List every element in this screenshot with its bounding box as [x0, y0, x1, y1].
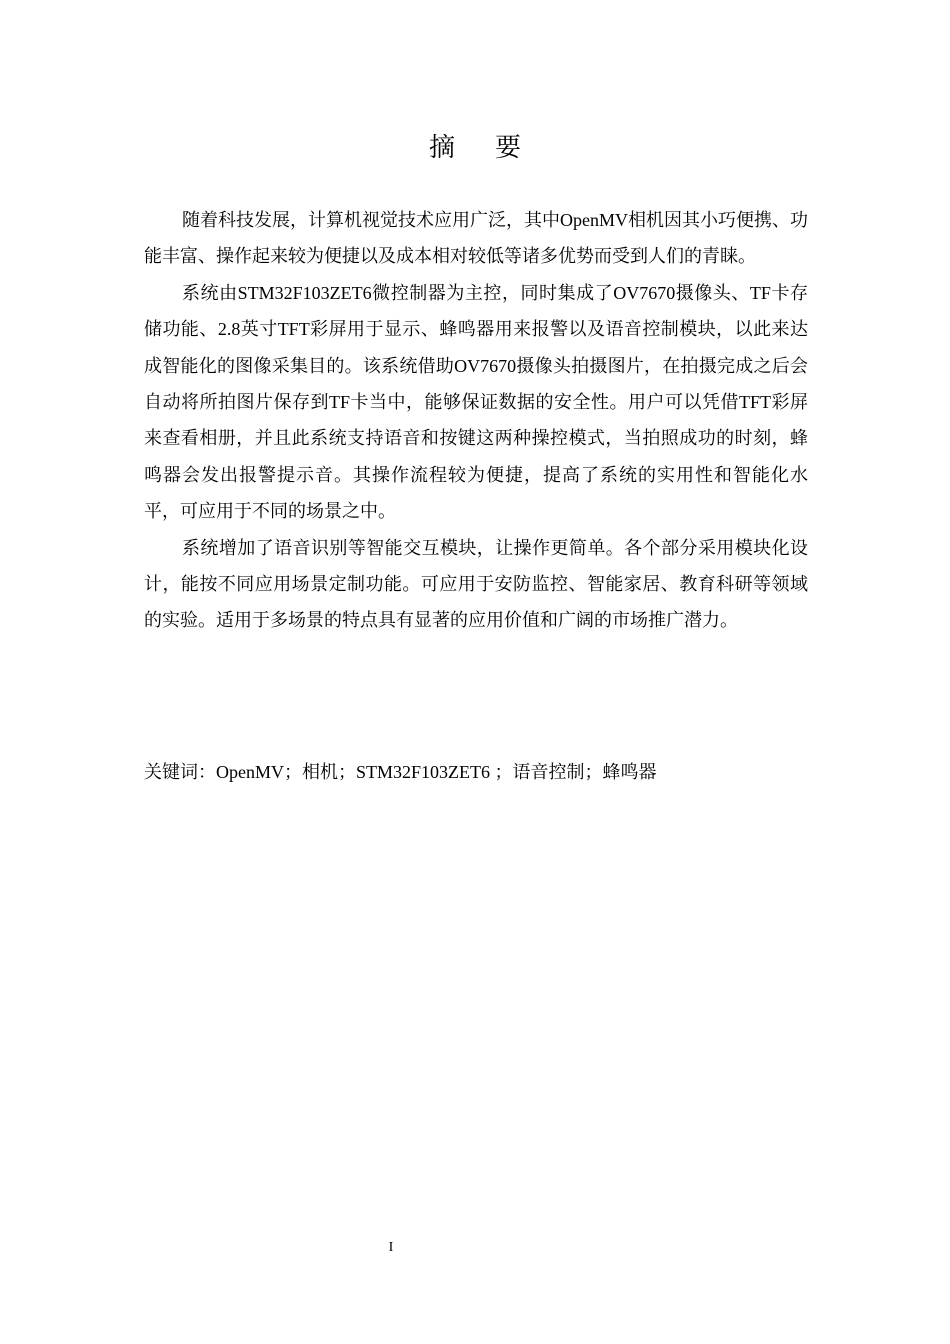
- keywords-text: OpenMV；相机；STM32F103ZET6 ；语音控制；蜂鸣器: [216, 762, 657, 782]
- abstract-title: 摘要: [428, 133, 561, 162]
- keywords-label: 关键词：: [144, 762, 216, 782]
- abstract-paragraph-1: 随着科技发展，计算机视觉技术应用广泛，其中OpenMV相机因其小巧便携、功能丰富、操作起来较为便捷以及成本相对较低等诸多优势而受到人们的青睐。: [144, 210, 808, 267]
- abstract-paragraph-2: 系统由STM32F103ZET6微控制器为主控，同时集成了OV7670摄像头、TF卡存储功能、2.8英寸TFT彩屏用于显示、蜂鸣器用来报警以及语音控制模块，以此来达成智能化的图像采集目的。该系统借助OV7670摄像头拍摄图片，在拍摄完成之后会自动将所拍图片保存到TF卡当中，能够保证数据的安全性。用户可以凭借TFT彩屏来查看相册，并且此系统支持语音和按键这两种操控模式，当拍照成功的时刻，蜂鸣器会发出报警提示音。其操作流程较为便捷，提高了系统的实用性和智能化水平，可应用于不同的场景之中。: [144, 282, 808, 522]
- page-number: I: [388, 1240, 394, 1255]
- abstract-body: [144, 202, 808, 639]
- keywords-line: [144, 754, 824, 790]
- abstract-paragraph-3: 系统增加了语音识别等智能交互模块，让操作更简单。各个部分采用模块化设计，能按不同应用场景定制功能。可应用于安防监控、智能家居、教育科研等领域的实验。适用于多场景的特点具有显著的应用价值和广阔的市场推广潜力。: [144, 537, 808, 631]
